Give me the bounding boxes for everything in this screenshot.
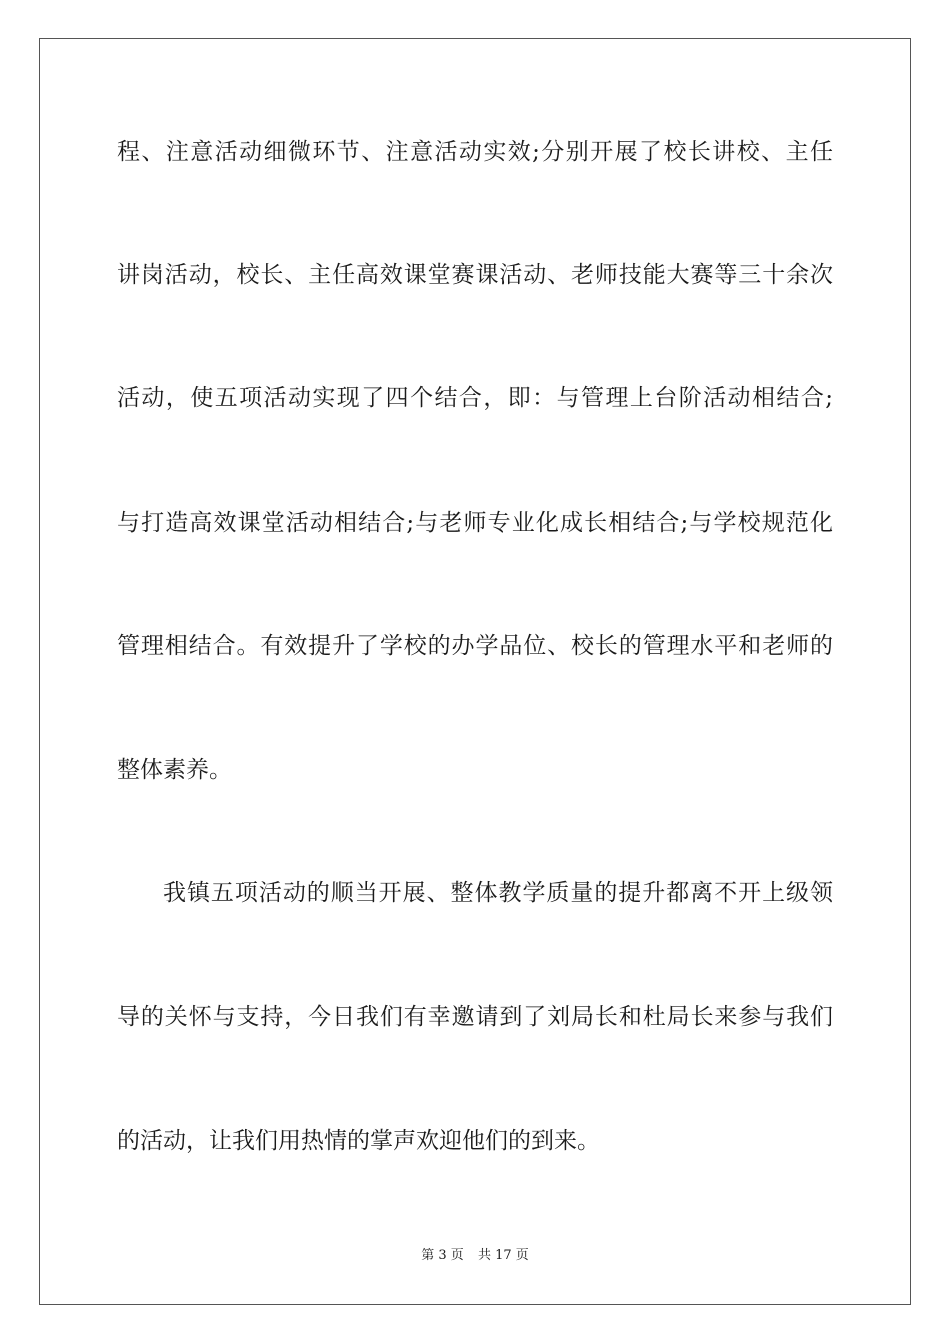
text-line: 导的关怀与支持，今日我们有幸邀请到了刘局长和杜局长来参与我们	[117, 1004, 833, 1030]
text-line: 与打造高效课堂活动相结合;与老师专业化成长相结合;与学校规范化	[117, 510, 833, 536]
text-line: 整体素养。	[117, 757, 232, 783]
page-frame	[39, 38, 911, 1305]
page-number: 第 3 页	[421, 1248, 464, 1263]
text-line: 活动，使五项活动实现了四个结合，即：与管理上台阶活动相结合;	[117, 385, 833, 411]
text-line: 管理相结合。有效提升了学校的办学品位、校长的管理水平和老师的	[117, 633, 833, 659]
page-footer	[0, 1246, 950, 1266]
page-total: 共 17 页	[477, 1248, 529, 1263]
text-line: 讲岗活动，校长、主任高效课堂赛课活动、老师技能大赛等三十余次	[117, 262, 833, 288]
text-line: 的活动，让我们用热情的掌声欢迎他们的到来。	[117, 1128, 600, 1154]
text-line: 我镇五项活动的顺当开展、整体教学质量的提升都离不开上级领	[163, 880, 833, 906]
text-line: 程、注意活动细微环节、注意活动实效;分别开展了校长讲校、主任	[117, 139, 833, 165]
